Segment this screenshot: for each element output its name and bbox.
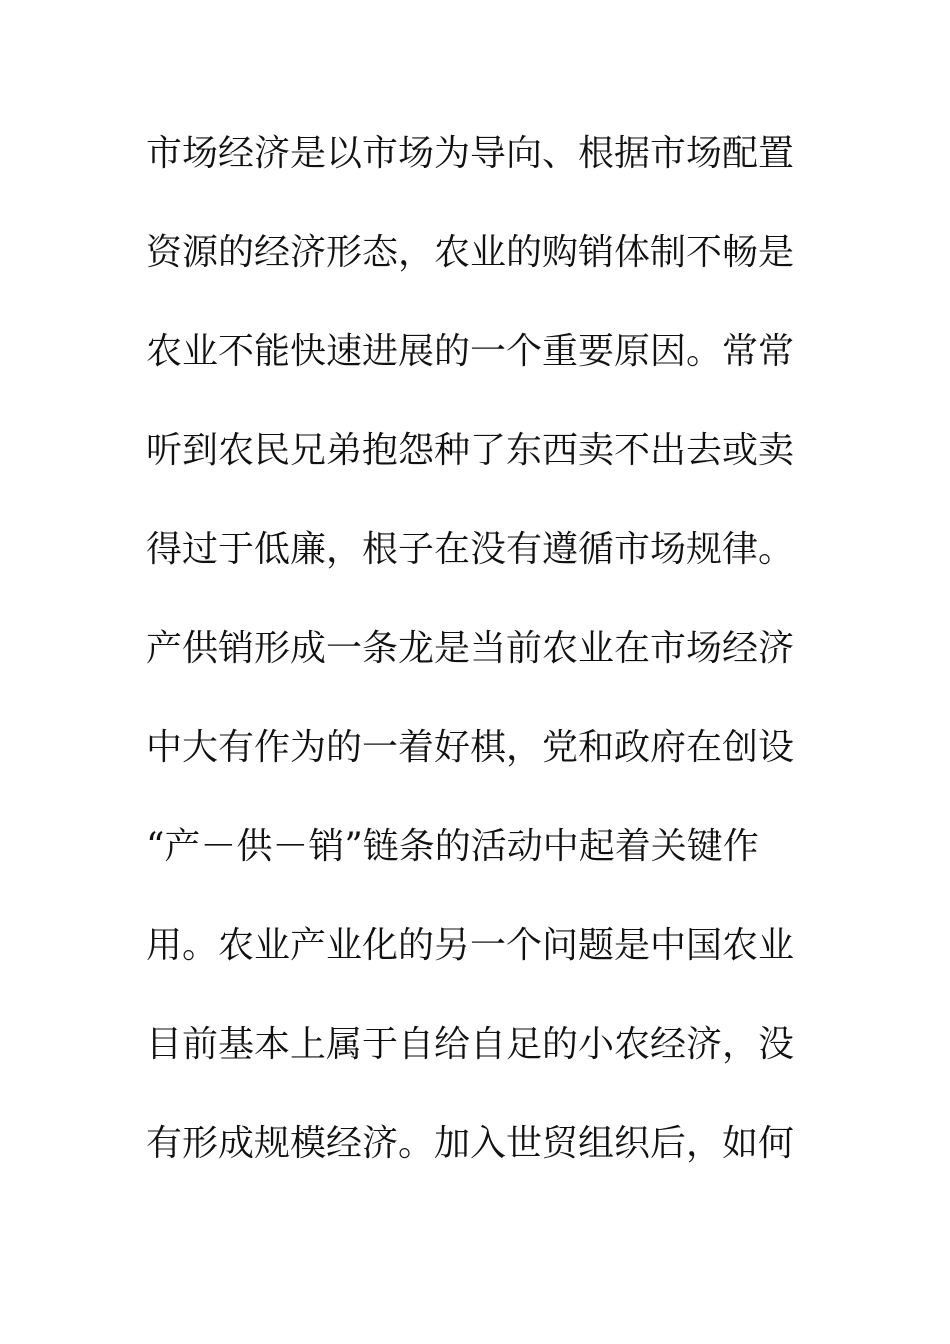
text-line-2: 资源的经济形态，农业的购销体制不畅是 [146,232,795,273]
text-line-4: 听到农民兄弟抱怨种了东西卖不出去或卖 [146,430,795,471]
text-line-3: 农业不能快速进展的一个重要原因。常常 [146,331,795,372]
text-line-10: 目前基本上属于自给自足的小农经济，没 [146,1024,795,1065]
text-line-9: 用。农业产业化的另一个问题是中国农业 [146,925,795,966]
text-line-6: 产供销形成一条龙是当前农业在市场经济 [146,628,795,669]
text-line-1: 市场经济是以市场为导向、根据市场配置 [146,133,795,174]
text-line-11: 有形成规模经济。加入世贸组织后，如何 [146,1123,795,1164]
text-line-8: “产－供－销”链条的活动中起着关键作 [146,826,759,867]
body-text [146,126,816,1215]
text-line-7: 中大有作为的一着好棋，党和政府在创设 [146,727,795,768]
text-line-5: 得过于低廉，根子在没有遵循市场规律。 [146,529,795,570]
